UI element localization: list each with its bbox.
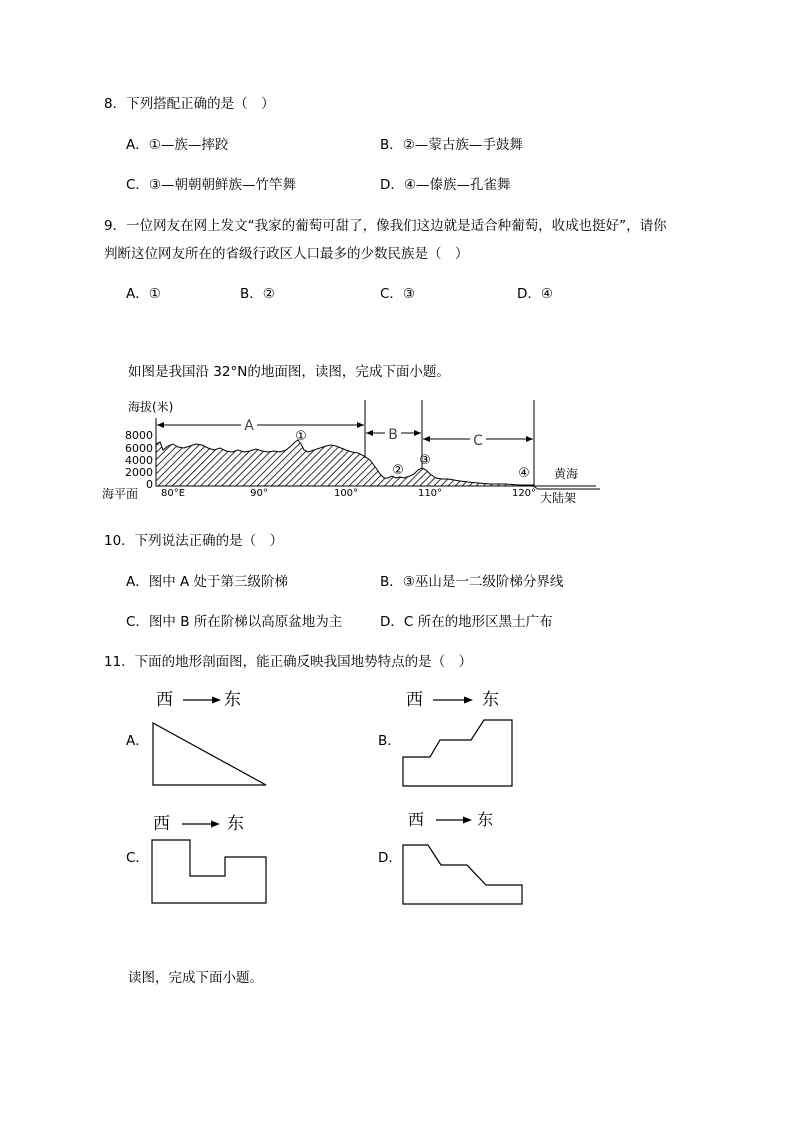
q9-option-c: C．③ bbox=[380, 286, 416, 302]
intro-next: 读图，完成下面小题。 bbox=[128, 970, 263, 986]
ytick-0: 0 bbox=[146, 478, 153, 491]
q8-stem: 8．下列搭配正确的是（ ） bbox=[104, 96, 275, 112]
option-b-arrowhead bbox=[464, 697, 473, 704]
q10-stem: 10．下列说法正确的是（ ） bbox=[104, 533, 284, 549]
profile-ylabel: 海拔(米) bbox=[128, 400, 174, 414]
marker-3: ③ bbox=[419, 453, 431, 468]
option-c-letter: C． bbox=[126, 850, 149, 866]
region-label-c: C bbox=[473, 433, 483, 449]
q10-option-d: D．C 所在的地形区黑土广布 bbox=[380, 614, 553, 630]
q10-option-a: A．图中 A 处于第三级阶梯 bbox=[126, 574, 289, 590]
q10-option-c: C．图中 B 所在阶梯以高原盆地为主 bbox=[126, 614, 343, 630]
option-c-east: 东 bbox=[227, 814, 244, 834]
option-d-arrowhead bbox=[463, 817, 472, 824]
xtick-110: 110° bbox=[417, 488, 443, 499]
q11-profile-options bbox=[0, 680, 794, 910]
ytick-4000: 4000 bbox=[125, 454, 153, 467]
option-b-east: 东 bbox=[482, 690, 499, 710]
option-d-west: 西 bbox=[408, 810, 425, 829]
q9-option-d: D．④ bbox=[517, 286, 553, 302]
option-d-east: 东 bbox=[477, 810, 494, 829]
option-d-letter: D． bbox=[378, 850, 402, 866]
option-d-profile bbox=[403, 845, 522, 904]
option-b-west: 西 bbox=[406, 690, 423, 710]
marker-1: ① bbox=[295, 429, 307, 444]
option-a-letter: A． bbox=[126, 733, 149, 749]
shelf-name: 大陆架 bbox=[540, 491, 577, 505]
q9-option-a: A．① bbox=[126, 286, 161, 302]
q8-option-b: B．②—蒙古族—手鼓舞 bbox=[380, 137, 523, 153]
sea-name: 黄海 bbox=[554, 467, 579, 481]
sea-level-label: 海平面 bbox=[102, 487, 139, 501]
q9-stem-line1: 9．一位网友在网上发文“我家的葡萄可甜了，像我们这边就是适合种葡萄，收成也挺好”，请你 bbox=[104, 218, 667, 234]
q9-stem-line2: 判断这位网友所在的省级行政区人口最多的少数民族是（ ） bbox=[104, 246, 469, 262]
q9-option-b: B．② bbox=[240, 286, 275, 302]
xtick-100: 100° bbox=[333, 488, 359, 499]
xtick-90: 90° bbox=[250, 488, 268, 499]
q10-option-b: B．③巫山是一二级阶梯分界线 bbox=[380, 574, 564, 590]
q8-option-d: D．④—傣族—孔雀舞 bbox=[380, 177, 511, 193]
ytick-8000: 8000 bbox=[125, 429, 153, 442]
q8-option-a: A．①—族—摔跤 bbox=[126, 137, 229, 153]
option-a-arrowhead bbox=[212, 697, 221, 704]
option-a-east: 东 bbox=[224, 690, 241, 710]
region-label-b: B bbox=[388, 427, 398, 443]
option-c-profile bbox=[152, 840, 266, 903]
terrain-profile-diagram bbox=[0, 392, 794, 510]
q11-stem: 11．下面的地形剖面图，能正确反映我国地势特点的是（ ） bbox=[104, 654, 473, 670]
xtick-120: 120° bbox=[511, 488, 537, 499]
region-label-a: A bbox=[244, 418, 254, 434]
option-b-profile bbox=[403, 720, 512, 786]
ytick-2000: 2000 bbox=[125, 466, 153, 479]
option-a-profile bbox=[153, 723, 266, 785]
marker-2: ② bbox=[392, 463, 404, 478]
option-b-letter: B． bbox=[378, 733, 401, 749]
option-a-west: 西 bbox=[156, 690, 173, 710]
xtick-80: 80°E bbox=[160, 488, 186, 499]
option-c-arrowhead bbox=[211, 821, 220, 828]
intro-profile: 如图是我国沿 32°N的地面图，读图，完成下面小题。 bbox=[128, 364, 450, 380]
ytick-6000: 6000 bbox=[125, 442, 153, 455]
q8-option-c: C．③—朝朝朝鲜族—竹竿舞 bbox=[126, 177, 297, 193]
marker-4: ④ bbox=[518, 466, 530, 481]
option-c-west: 西 bbox=[153, 814, 170, 834]
